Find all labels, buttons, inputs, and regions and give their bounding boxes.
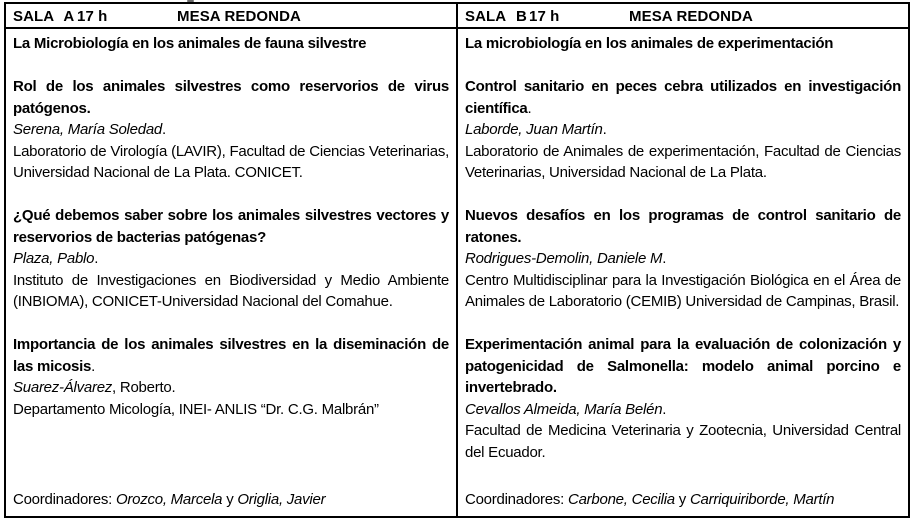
text-run: ¿Qué debemos saber sobre los animales silvestres vectores y reservorios de bacterias patógenas? [13,207,449,246]
text-run: Nuevos desafíos en los programas de control sanitario de ratones. [465,207,901,246]
time-label: 17 h [77,7,108,25]
column-sala-b [458,4,908,516]
text-run: Coordinadores: [465,490,568,508]
text-run: Coordinadores: [13,490,116,508]
text-run: . [91,357,96,375]
paragraph [13,119,449,141]
paragraph [465,119,901,141]
text-run: Suarez-Álvarez [13,379,113,396]
text-run: Importancia de los animales silvestres en la diseminación de las micosis [13,336,449,375]
paragraph [13,33,449,55]
blank-line [13,184,449,206]
text-run: Departamento Micología, INEI- ANLIS “Dr. C.G. Malbrán” [13,400,379,418]
coordinators-line [13,489,449,511]
text-run: y [222,490,238,508]
text-run: Rol de los animales silvestres como reservorios de virus patógenos. [13,78,449,117]
paragraph [465,399,901,421]
room-label: SALA A [13,7,75,25]
text-run: Laborde, Juan Martín [465,121,603,138]
paragraph [13,76,449,119]
text-run: Facultad de Medicina Veterinaria y Zootecnia, Universidad Central del Ecuador. [465,422,901,461]
text-run: Centro Multidisciplinar para la Investigación Biológica en el Área de Animales de Laboratorio (CEMIB) Universidad de Campinas, Brasil. [465,271,901,310]
paragraph [13,205,449,248]
column-sala-a [6,4,458,516]
text-run: . [662,250,667,267]
text-run: Plaza, Pablo [13,250,95,267]
text-run: Cevallos Almeida, María Belén [465,400,663,418]
blank-line [465,184,901,206]
text-run: y [674,490,690,508]
text-run: Laboratorio de Virología (LAVIR), Facultad de Ciencias Veterinarias, Universidad Nacional de La Plata. CONICET. [13,142,449,181]
text-run: Orozco, Marcela [115,490,223,508]
text-run: Serena, María Soledad [13,121,163,138]
text-run: La Microbiología en los animales de fauna silvestre [13,35,367,52]
paragraph [465,248,901,270]
text-run: Carbone, Cecilia [567,490,675,508]
text-run: . [162,121,166,138]
paragraph [465,420,901,463]
text-run: . [602,121,607,138]
text-run: La microbiología en los animales de experimentación [465,35,834,52]
paragraph [465,33,901,55]
paragraph [13,399,449,421]
text-run: Laboratorio de Animales de experimentación, Facultad de Ciencias Veterinarias, Universidad Nacional de La Plata. [465,142,901,181]
paragraph [13,141,449,184]
blank-line [465,55,901,77]
blank-line [13,313,449,335]
coordinators-line [465,489,901,511]
time-label: 17 h [529,7,560,25]
text-run: . [662,400,667,418]
text-run: . [527,99,532,117]
text-run: Carriquiriborde, Martín [689,490,835,508]
blank-line [13,55,449,77]
text-run: Control sanitario en peces cebra utilizados en investigación científica [465,78,901,117]
blank-line [465,313,901,335]
column-body-sala-a [6,29,456,516]
text-run: . [94,250,99,267]
paragraph [465,334,901,399]
paragraph-list [13,33,449,420]
paragraph [465,141,901,184]
paragraph [13,377,449,399]
paragraph [465,76,901,119]
paragraph [465,205,901,248]
column-header-sala-b [458,4,908,29]
text-run: , Roberto. [112,379,176,396]
text-run: Instituto de Investigaciones en Biodiversidad y Medio Ambiente (INBIOMA), CONICET-Universidad Nacional del Comahue. [13,271,449,310]
session-type-label: MESA REDONDA [629,7,753,25]
text-run: Experimentación animal para la evaluación de colonización y patogenicidad de Salmonella: modelo animal porcino e invertebrado. [465,336,901,396]
column-header-sala-a [6,4,456,29]
text-run: Rodrigues-Demolin, Daniele M [465,250,663,267]
column-body-sala-b [458,29,908,516]
text-run: Origlia, Javier [237,490,326,508]
program-table [4,2,910,518]
room-label: SALA B [465,7,527,25]
paragraph [13,248,449,270]
paragraph [13,334,449,377]
paragraph [465,270,901,313]
paragraph [13,270,449,313]
session-type-label: MESA REDONDA [177,7,301,25]
paragraph-list [465,33,901,463]
